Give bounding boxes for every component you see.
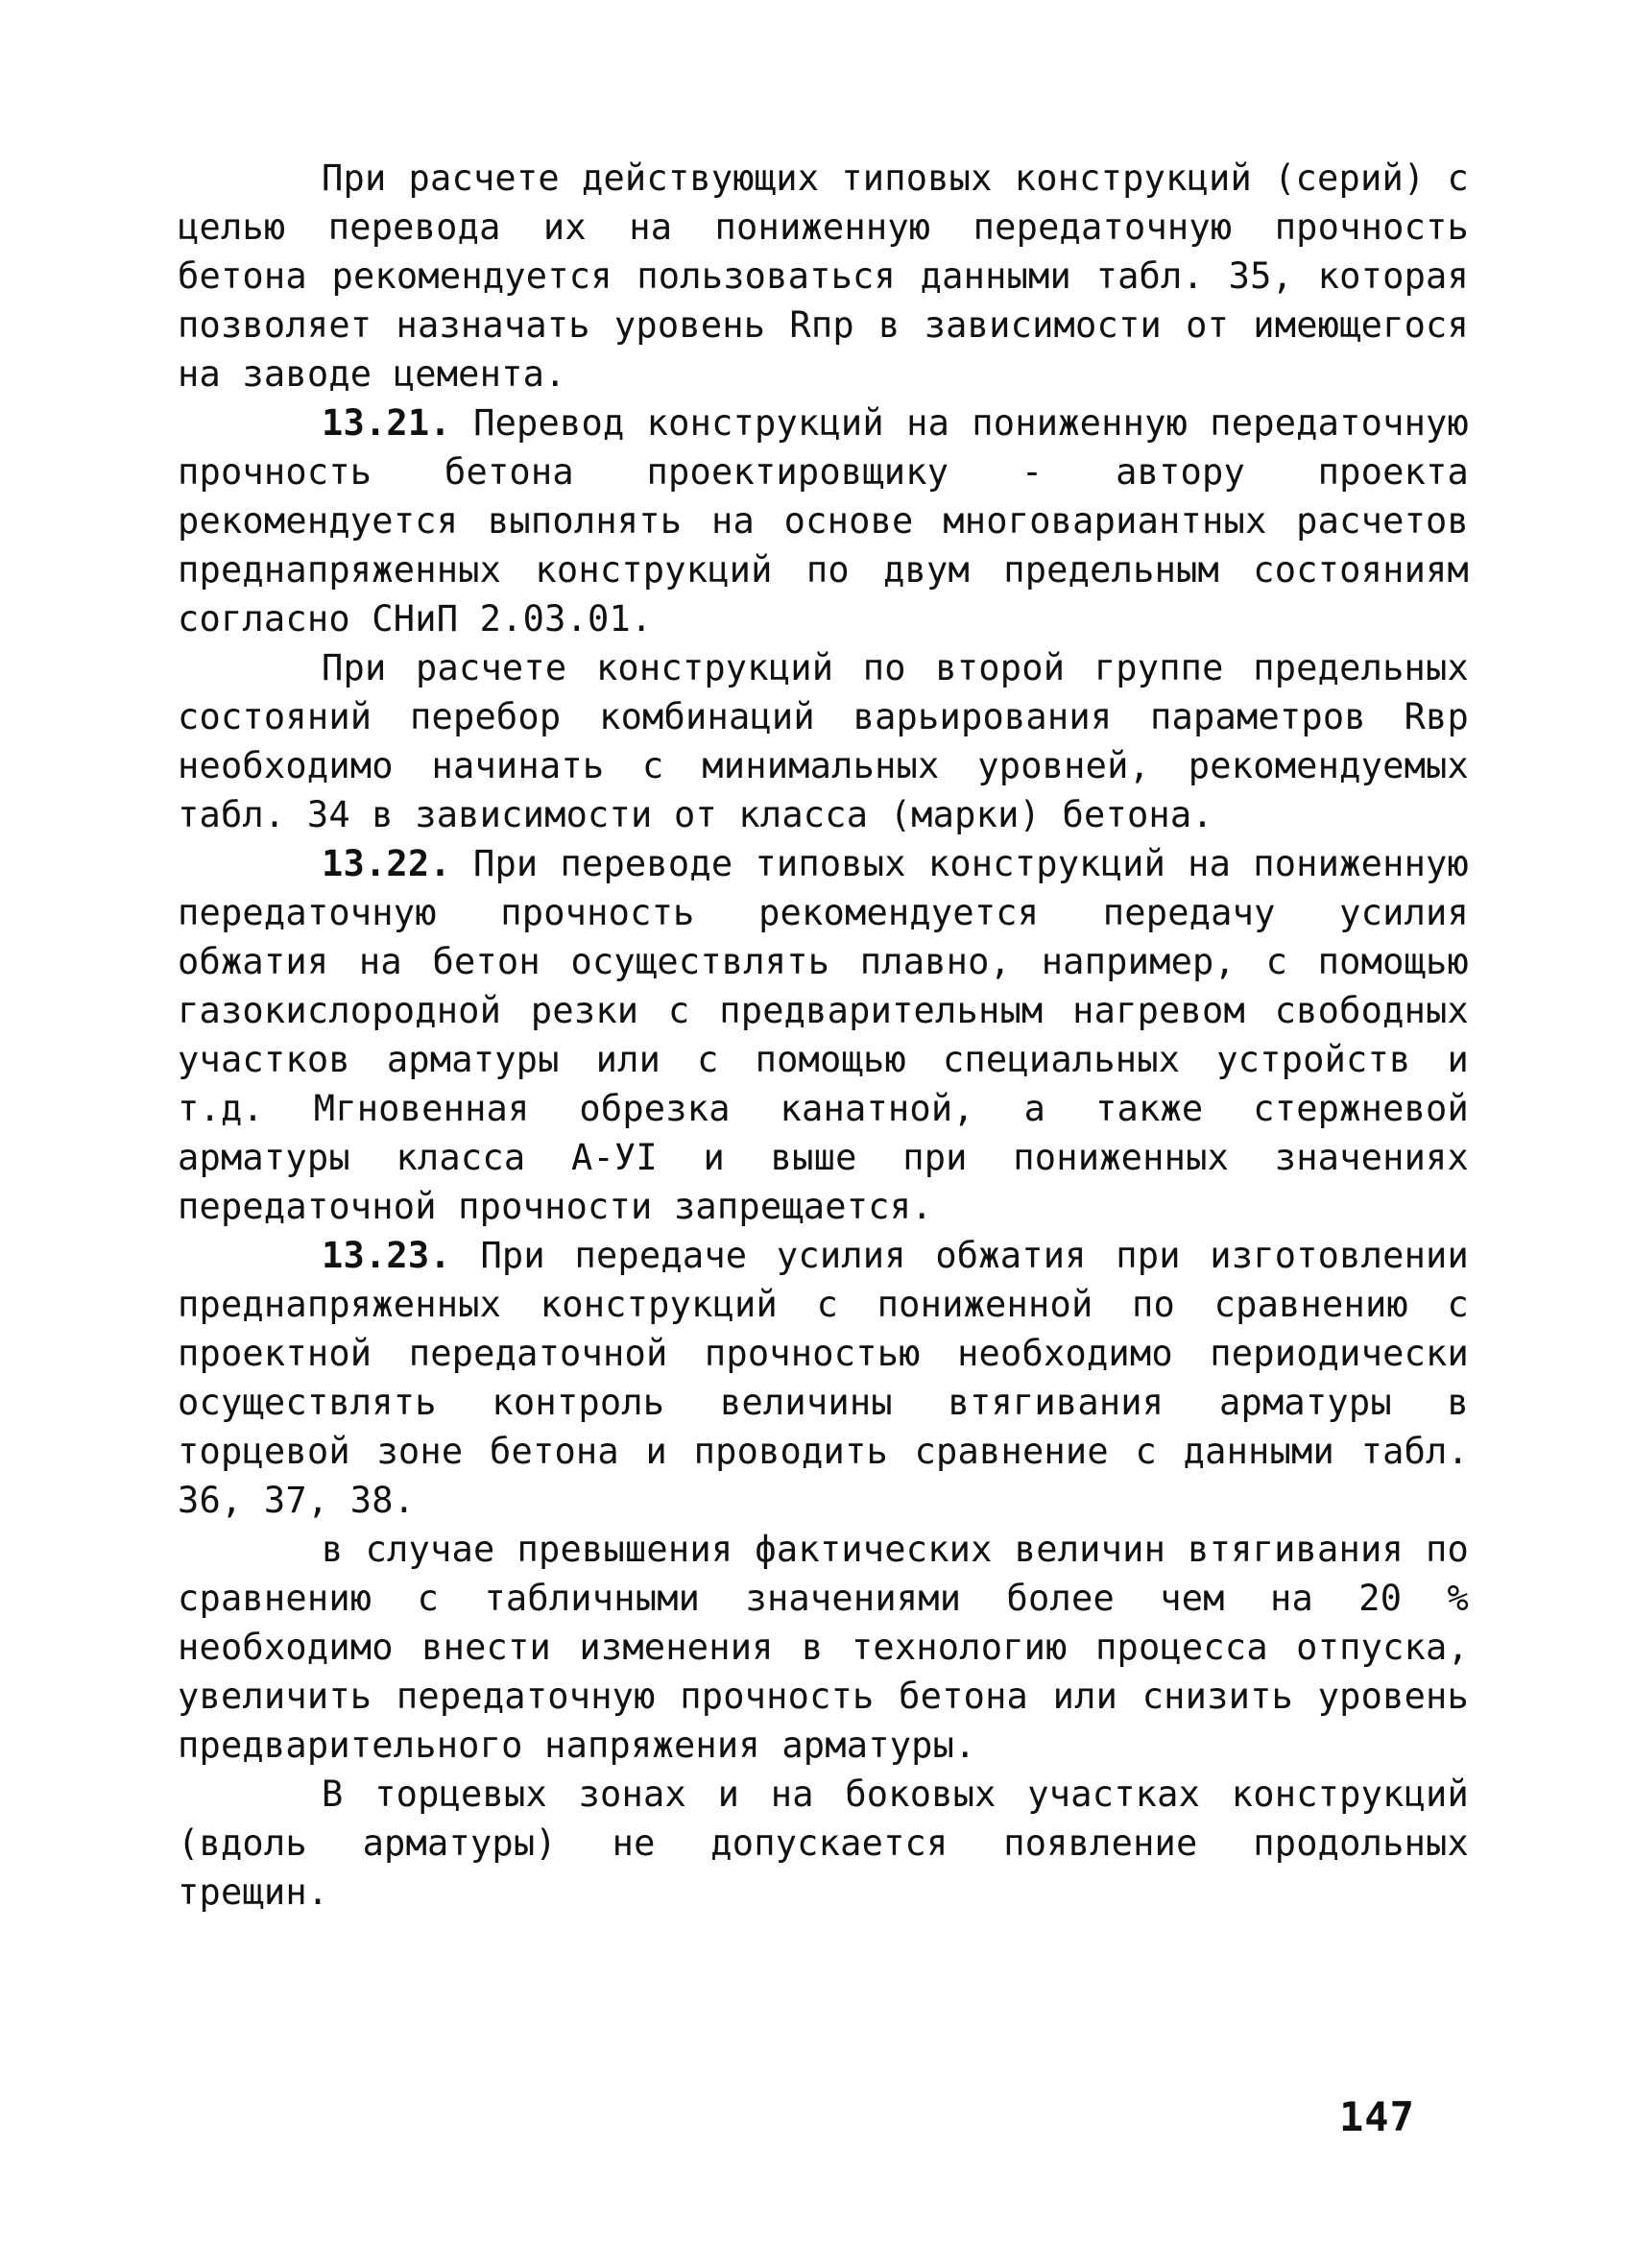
paragraph-text: При передаче усилия обжатия при изготовлении преднапряженных конструкций с пониженной по сравнению с проектной передаточной прочностью необходимо периодически осуществлять контроль величины втягивания арматуры в торцевой зоне бетона и проводить сравнение с данными табл. 36, 37, 38. — [178, 1235, 1469, 1521]
paragraph-6 — [178, 1525, 1469, 1770]
paragraph-7 — [178, 1770, 1469, 1917]
paragraph-text: При переводе типовых конструкций на пониженную передаточную прочность рекомендуется передачу усилия обжатия на бетон осуществлять плавно, например, с помощью газокислородной резки с предварительным нагревом свободных участков арматуры или с помощью специальных устройств и т.д. Мгновенная обрезка канатной, а также стержневой арматуры класса А-УI и выше при пониженных значениях передаточной прочности запрещается. — [178, 843, 1469, 1227]
paragraph-text: В торцевых зонах и на боковых участках конструкций (вдоль арматуры) не допускается появление продольных трещин. — [178, 1773, 1469, 1913]
document-text-block — [178, 154, 1469, 1917]
paragraph-text: При расчете конструкций по второй группе предельных состояний перебор комбинаций варьирования параметров Rвр необходимо начинать с минимальных уровней, рекомендуемых табл. 34 в зависимости от класса (марки) бетона. — [178, 647, 1469, 835]
page-number: 147 — [1339, 2093, 1415, 2140]
paragraph-3 — [178, 643, 1469, 839]
paragraph-1 — [178, 154, 1469, 398]
paragraph-2 — [178, 398, 1469, 643]
clause-number: 13.22. — [322, 843, 451, 884]
paragraph-text: в случае превышения фактических величин втягивания по сравнению с табличными значениями более чем на 20 % необходимо внести изменения в технологию процесса отпуска, увеличить передаточную прочность бетона или снизить уровень предварительного напряжения арматуры. — [178, 1529, 1469, 1766]
paragraph-5 — [178, 1231, 1469, 1525]
paragraph-text: При расчете действующих типовых конструкций (серий) с целью перевода их на пониженную передаточную прочность бетона рекомендуется пользоваться данными табл. 35, которая позволяет назначать уровень Rпр в зависимости от имеющегося на заводе цемента. — [178, 157, 1469, 395]
clause-number: 13.23. — [322, 1235, 451, 1276]
clause-number: 13.21. — [322, 402, 451, 444]
paragraph-text: Перевод конструкций на пониженную передаточную прочность бетона проектировщику - автору проекта рекомендуется выполнять на основе многовариантных расчетов преднапряженных конструкций по двум предельным состояниям согласно СНиП 2.03.01. — [178, 402, 1469, 639]
paragraph-4 — [178, 839, 1469, 1231]
